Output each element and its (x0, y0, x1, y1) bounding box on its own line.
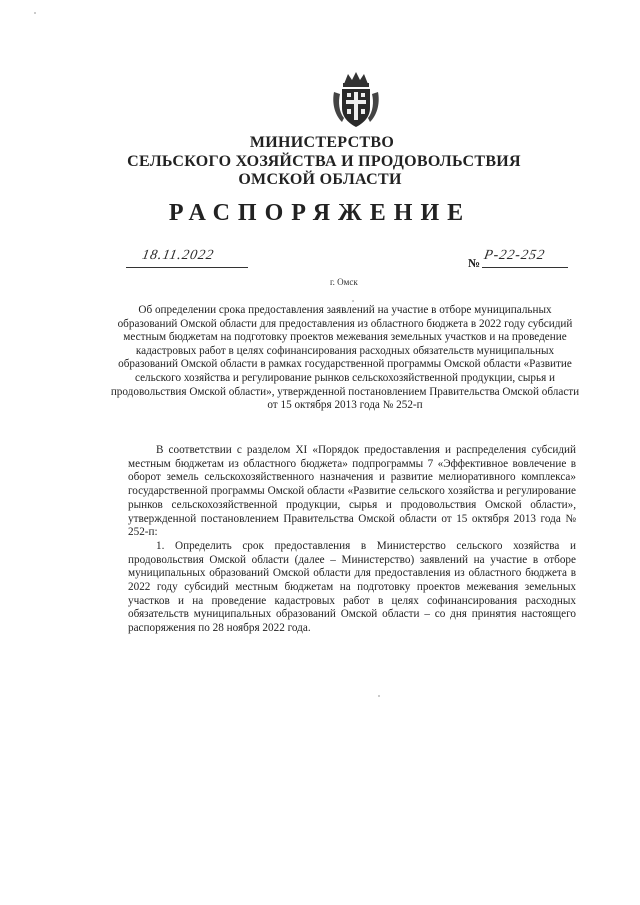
scan-speck (352, 300, 354, 302)
ministry-title-line2: СЕЛЬСКОГО ХОЗЯЙСТВА И ПРОДОВОЛЬСТВИЯ (127, 153, 521, 170)
document-date: 18.11.2022 (140, 248, 216, 263)
ministry-title-line3: ОМСКОЙ ОБЛАСТИ (238, 171, 402, 188)
scan-speck (34, 12, 36, 14)
document-body (128, 444, 576, 636)
body-paragraph: В соответствии с разделом XI «Порядок предоставления и распределения субсидий местным бюджетам из областного бюджета» подпрограммы 7 «Эффективное вовлечение в оборот земель сельскохозяйственного назначения и развитие мелиоративного комплекса» государственной программы Омской области «Развитие сельского хозяйства и регулирование рынков сельскохозяйственной продукции, сырья и продовольствия Омской области», утвержденной постановлением Правительства Омской области от 15 октября 2013 года № 252-п: (128, 444, 576, 539)
number-label: № (468, 256, 481, 270)
city-label: г. Омск (330, 277, 358, 287)
scan-speck (378, 695, 380, 697)
document-number: Р-22-252 (482, 248, 547, 263)
body-paragraph: 1. Определить срок предоставления в Министерство сельского хозяйства и продовольствия Омской области (далее – Министерство) заявлений на участие в отборе муниципальных образований Омской области для предоставления из областного бюджета в 2022 году субсидий местным бюджетам на подготовку проектов межевания земельных участков и на проведение кадастровых работ в целях софинансирования расходных обязательств муниципальных образований Омской области – со дня принятия настоящего распоряжения по 28 ноября 2022 года. (128, 539, 576, 635)
coat-of-arms-emblem (330, 70, 382, 130)
ministry-title-line1: МИНИСТЕРСТВО (249, 134, 395, 151)
document-type-heading: РАСПОРЯЖЕНИЕ (168, 200, 472, 226)
document-subject: Об определении срока предоставления заявлений на участие в отборе муниципальных образований Омской области для предоставления из областного бюджета в 2022 году субсидий местным бюджетам на подготовку проектов межевания земельных участков и на проведение кадастровых работ в целях софинансирования расходных обязательств муниципальных образований Омской области в рамках государственной программы Омской области «Развитие сельского хозяйства и регулирование рынков сельскохозяйственной продукции, сырья и продовольствия Омской области», утвержденной постановлением Правительства Омской области от 15 октября 2013 года № 252-п (110, 304, 580, 412)
